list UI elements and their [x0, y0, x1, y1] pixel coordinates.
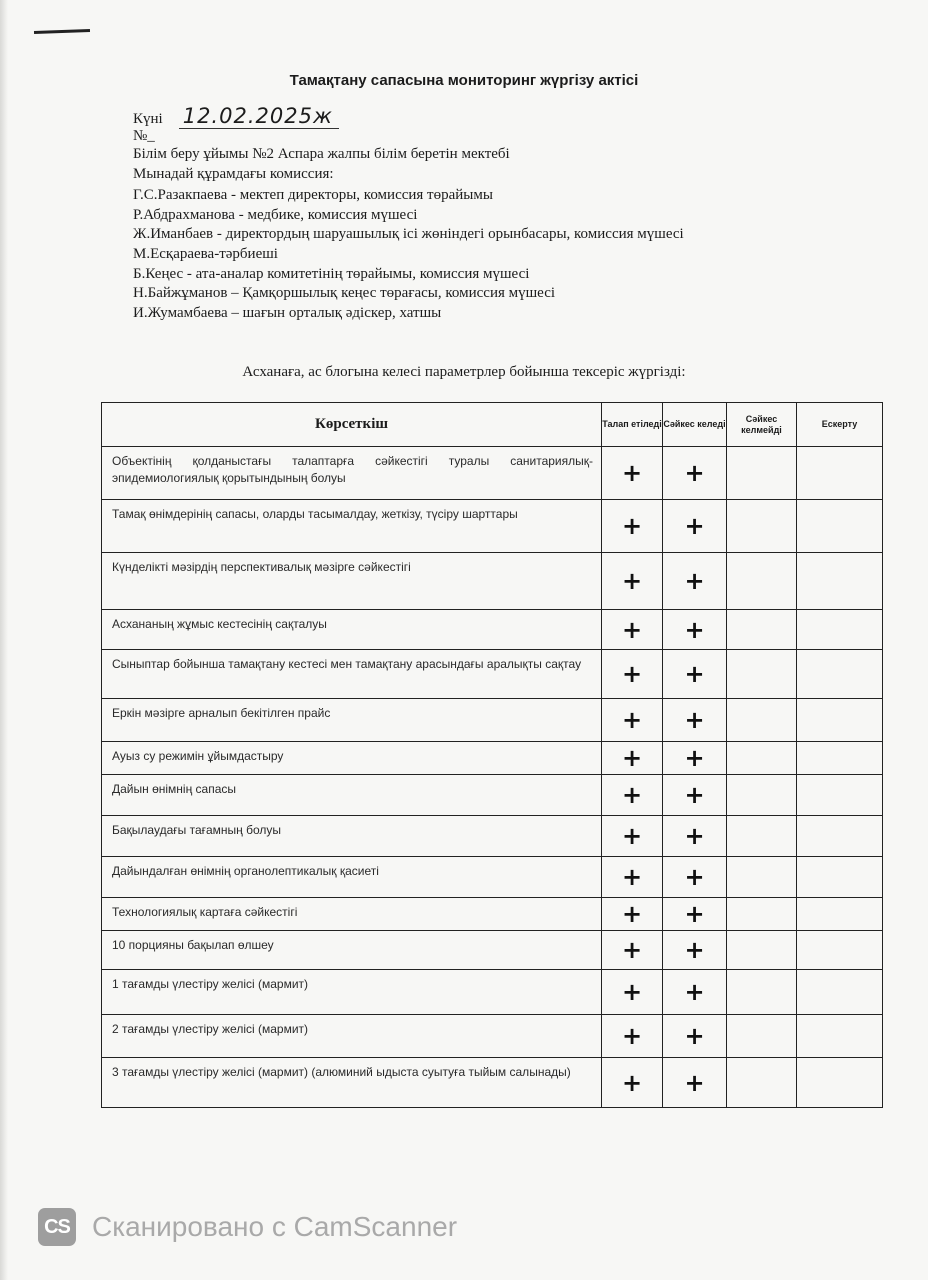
required-mark: +: [602, 1058, 663, 1108]
commission-member: Ж.Иманбаев - директордың шаруашылық ісі жөніндегі орынбасары, комиссия мүшесі: [133, 226, 684, 243]
note-cell: [797, 816, 883, 857]
required-mark: +: [602, 650, 663, 699]
table-row: [102, 1015, 883, 1058]
header-compliant: Сәйкес келеді: [663, 403, 727, 447]
indicator-cell: 2 тағамды үлестіру желісі (мармит): [102, 1015, 602, 1058]
commission-member: Н.Байжұманов – Қамқоршылық кеңес төрағасы, комиссия мүшесі: [133, 285, 556, 302]
date-label: Күні: [133, 111, 163, 127]
indicator-cell: Тамақ өнімдерінің сапасы, оларды тасымалдау, жеткізу, түсіру шарттары: [102, 500, 602, 553]
pen-mark: [34, 29, 90, 34]
indicator-cell: Объектінің қолданыстағы талаптарға сәйкестігі туралы санитариялық-эпидемиологиялық қорытындының болуы: [102, 447, 602, 500]
required-mark: +: [602, 610, 663, 650]
required-mark: +: [602, 553, 663, 610]
noncompliant-cell: [727, 775, 797, 816]
document-number: №_: [133, 128, 155, 144]
note-cell: [797, 447, 883, 500]
table-header-row: [102, 403, 883, 447]
required-mark: +: [602, 742, 663, 775]
note-cell: [797, 898, 883, 931]
indicator-cell: Ауыз су режимін ұйымдастыру: [102, 742, 602, 775]
header-required: Талап етіледі: [602, 403, 663, 447]
required-mark: +: [602, 1015, 663, 1058]
note-cell: [797, 970, 883, 1015]
noncompliant-cell: [727, 699, 797, 742]
note-cell: [797, 553, 883, 610]
compliant-mark: +: [663, 447, 727, 500]
table-row: [102, 1058, 883, 1108]
note-cell: [797, 931, 883, 970]
noncompliant-cell: [727, 610, 797, 650]
commission-member: Б.Кеңес - ата-аналар комитетінің төрайымы, комиссия мүшесі: [133, 265, 530, 282]
commission-member: И.Жумамбаева – шағын орталық әдіскер, хатшы: [133, 305, 442, 322]
table-row: [102, 447, 883, 500]
scan-shadow-edge: [0, 0, 8, 1280]
compliant-mark: +: [663, 650, 727, 699]
indicator-cell: Бақылаудағы тағамның болуы: [102, 816, 602, 857]
date-line: [133, 104, 339, 128]
noncompliant-cell: [727, 931, 797, 970]
indicator-cell: Дайын өнімнің сапасы: [102, 775, 602, 816]
compliant-mark: +: [663, 553, 727, 610]
inspection-table: [101, 402, 883, 1108]
required-mark: +: [602, 898, 663, 931]
required-mark: +: [602, 500, 663, 553]
required-mark: +: [602, 447, 663, 500]
date-handwritten-value: 12.02.2025ж: [179, 104, 339, 129]
required-mark: +: [602, 970, 663, 1015]
compliant-mark: +: [663, 1058, 727, 1108]
noncompliant-cell: [727, 500, 797, 553]
table-row: [102, 931, 883, 970]
table-row: [102, 500, 883, 553]
note-cell: [797, 610, 883, 650]
commission-member: М.Есқараева-тәрбиеші: [133, 246, 278, 263]
noncompliant-cell: [727, 970, 797, 1015]
compliant-mark: +: [663, 610, 727, 650]
commission-members-list: [133, 186, 684, 324]
compliant-mark: +: [663, 898, 727, 931]
indicator-cell: Сыныптар бойынша тамақтану кестесі мен тамақтану арасындағы аралықты сақтау: [102, 650, 602, 699]
compliant-mark: +: [663, 699, 727, 742]
required-mark: +: [602, 699, 663, 742]
noncompliant-cell: [727, 553, 797, 610]
camscanner-logo-icon: CS: [38, 1208, 76, 1246]
document-title: Тамақтану сапасына мониторинг жүргізу актісі: [289, 72, 639, 89]
note-cell: [797, 699, 883, 742]
indicator-cell: 3 тағамды үлестіру желісі (мармит) (алюминий ыдыста суытуға тыйым салынады): [102, 1058, 602, 1108]
indicator-cell: Дайындалған өнімнің органолептикалық қасиеті: [102, 857, 602, 898]
noncompliant-cell: [727, 742, 797, 775]
table-row: [102, 610, 883, 650]
noncompliant-cell: [727, 447, 797, 500]
indicator-cell: Технологиялық картаға сәйкестігі: [102, 898, 602, 931]
table-row: [102, 553, 883, 610]
noncompliant-cell: [727, 816, 797, 857]
camscanner-watermark: [38, 1207, 457, 1247]
indicator-cell: Күнделікті мәзірдің перспективалық мәзірге сәйкестігі: [102, 553, 602, 610]
noncompliant-cell: [727, 1015, 797, 1058]
required-mark: +: [602, 931, 663, 970]
note-cell: [797, 1015, 883, 1058]
note-cell: [797, 500, 883, 553]
organization-name: Білім беру ұйымы №2 Аспара жалпы білім беретін мектебі: [133, 146, 510, 162]
noncompliant-cell: [727, 857, 797, 898]
compliant-mark: +: [663, 742, 727, 775]
camscanner-text: Сканировано с CamScanner: [92, 1211, 458, 1242]
table-row: [102, 857, 883, 898]
note-cell: [797, 775, 883, 816]
indicator-cell: 10 порцияны бақылап өлшеу: [102, 931, 602, 970]
compliant-mark: +: [663, 931, 727, 970]
table-row: [102, 970, 883, 1015]
required-mark: +: [602, 775, 663, 816]
noncompliant-cell: [727, 650, 797, 699]
note-cell: [797, 650, 883, 699]
required-mark: +: [602, 816, 663, 857]
note-cell: [797, 857, 883, 898]
header-noncompliant: Сәйкес келмейді: [727, 403, 797, 447]
commission-label: Мынадай құрамдағы комиссия:: [133, 166, 334, 182]
noncompliant-cell: [727, 1058, 797, 1108]
compliant-mark: +: [663, 816, 727, 857]
note-cell: [797, 1058, 883, 1108]
compliant-mark: +: [663, 500, 727, 553]
commission-member: Р.Абдрахманова - медбике, комиссия мүшесі: [133, 206, 418, 223]
compliant-mark: +: [663, 857, 727, 898]
noncompliant-cell: [727, 898, 797, 931]
commission-member: Г.С.Разакпаева - мектеп директоры, комиссия төрайымы: [133, 187, 493, 203]
indicator-cell: Еркін мәзірге арналып бекітілген прайс: [102, 699, 602, 742]
indicator-cell: Асхананың жұмыс кестесінің сақталуы: [102, 610, 602, 650]
inspection-intro: Асханаға, ас блогына келесі параметрлер бойынша тексеріс жүргізді:: [242, 364, 686, 380]
compliant-mark: +: [663, 970, 727, 1015]
table-row: [102, 775, 883, 816]
note-cell: [797, 742, 883, 775]
table-row: [102, 699, 883, 742]
required-mark: +: [602, 857, 663, 898]
header-indicator: Көрсеткіш: [102, 403, 602, 447]
table-row: [102, 898, 883, 931]
compliant-mark: +: [663, 1015, 727, 1058]
table-row: [102, 742, 883, 775]
compliant-mark: +: [663, 775, 727, 816]
indicator-cell: 1 тағамды үлестіру желісі (мармит): [102, 970, 602, 1015]
table-row: [102, 816, 883, 857]
header-note: Ескерту: [797, 403, 883, 447]
table-row: [102, 650, 883, 699]
